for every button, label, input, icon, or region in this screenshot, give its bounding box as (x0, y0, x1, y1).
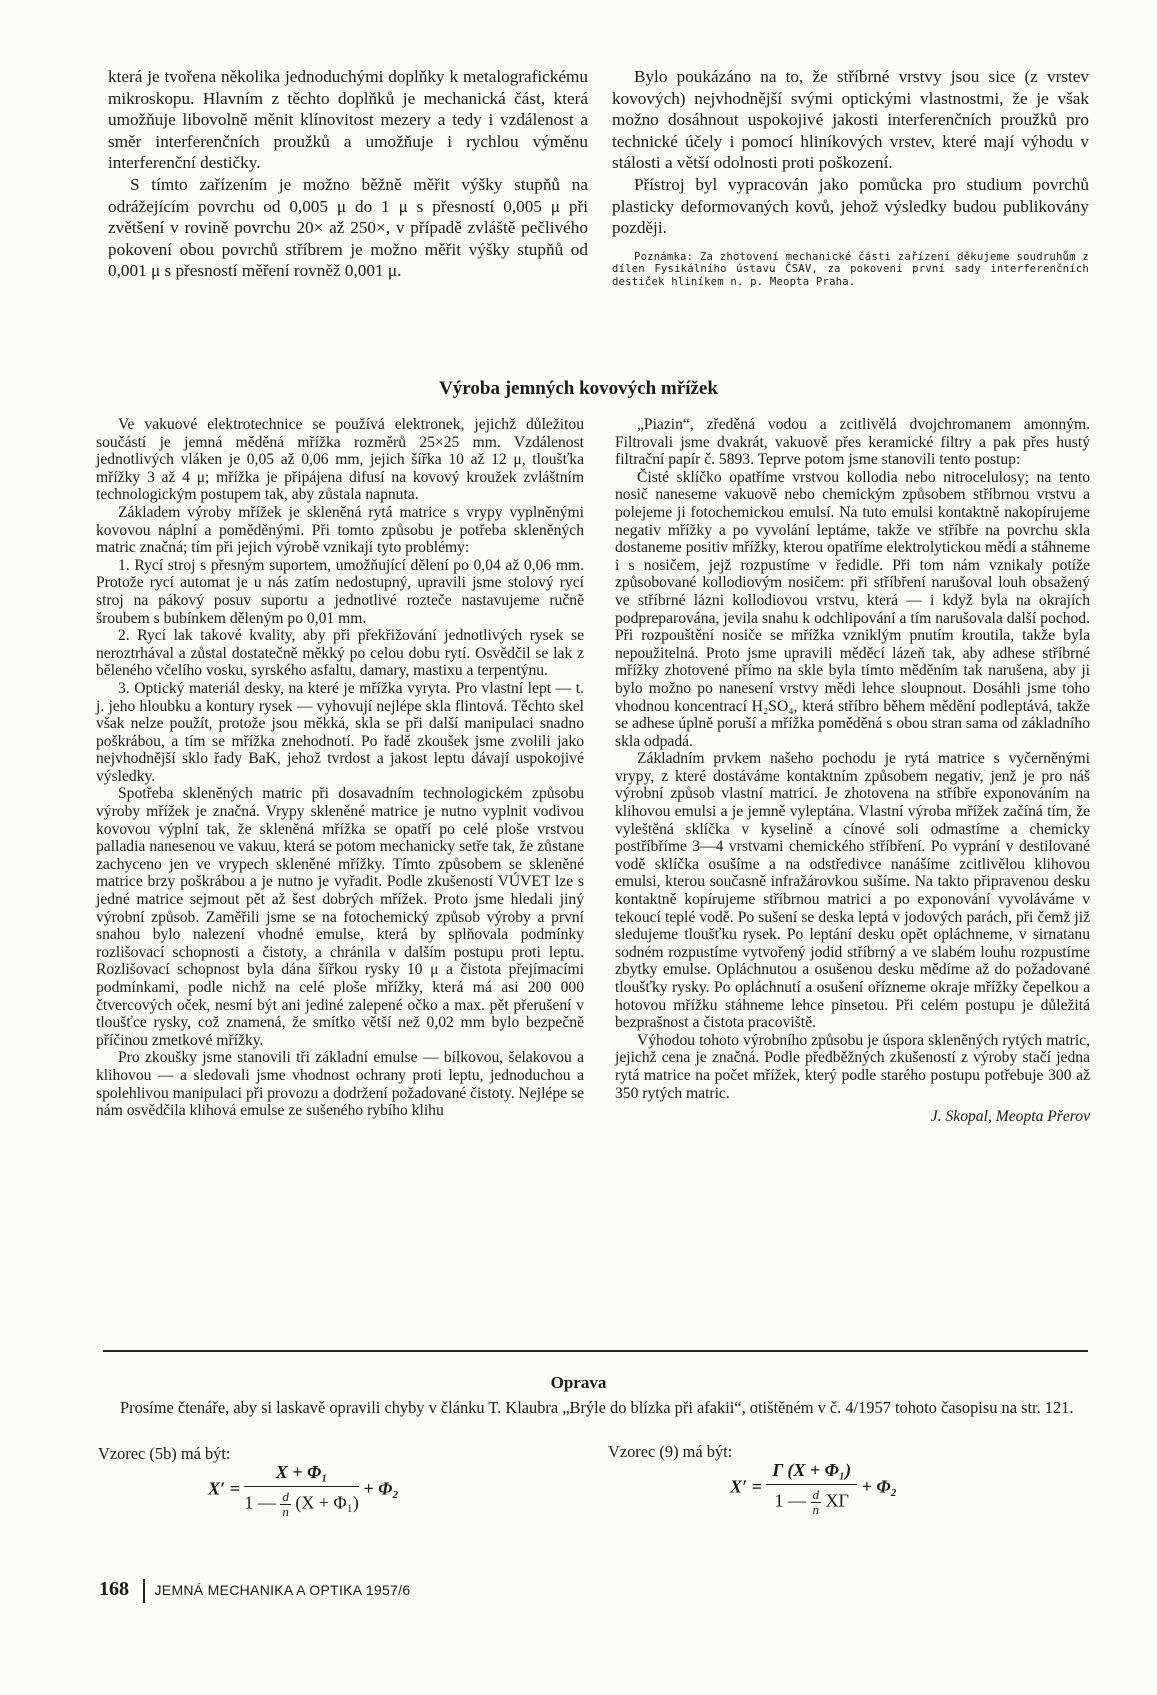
denominator-prefix: 1 — (244, 1492, 276, 1513)
page-number: 168 (99, 1578, 129, 1600)
formula-fraction (766, 1460, 857, 1517)
correction-title: Oprava (550, 1373, 607, 1392)
inner-denominator: n (812, 1502, 820, 1517)
paragraph: Čisté sklíčko opatříme vrstvou kollodia nebo nitrocelulosy; na tento nosič naneseme vakuově nebo chemickým způsobem stříbrnou vrstvu a polejeme ji fotochemickou emulsí. Na tuto emulsi kontaktně nakopírujeme negativ mřížky a po vyvolání leptáme, takže ve stříbře na povrchu skla dostaneme positiv mřížky, kterou opatříme elektrolytickou mědí a stáhneme i s nosičem, jejž rozpustíme v ředidle. Při tom nám vznikaly potíže způsobované kollodiovým nosičem: při stříbření narušoval louh obsažený ve stříbrné lázni kollodiovou vrstvu, která — i když byla na okrajích podpreparována, jevila snahu k odchlipování a tím narušovala další pochod. Při rozpouštění nosiče se mřížka vzniklým pnutím kroutila, takže byla nepoužitelná. Proto jsme upravili měděcí lázeň tak, aby adhese stříbrné mřížky zhotovené přímo na skle byla tímto měděním tak narušena, aby ji bylo možno po nanesení vrstvy mědi lehce sloupnout. Dosáhli jsme toho vhodnou koncentrací H₂SO₄, která stříbro během mědění podleptává, takže se adhese úplně poruší a mřížka poměděná s obou stran sama od základního skla odpadá. (615, 468, 1090, 750)
fraction-numerator: Γ (X + Φ₁) (766, 1460, 857, 1485)
formula-tail: + Φ₂ (363, 1478, 399, 1499)
fraction-denominator (766, 1485, 857, 1517)
fraction-numerator: X + Φ₁ (244, 1462, 359, 1487)
formula-fraction (244, 1462, 359, 1519)
denominator-suffix: XΓ (825, 1490, 849, 1511)
formula-9 (730, 1460, 897, 1517)
inner-fraction (811, 1488, 822, 1517)
top-left-column (108, 66, 588, 282)
paragraph: 2. Rycí lak takové kvality, aby při překřižování jednotlivých rysek se neroztrhával a zůstal dostatečně měkký po celou dobu rytí. Osvědčil se lak z běleného včelího vosku, syrského asfaltu, damary, mastixu a terpentýnu. (96, 627, 584, 680)
paragraph: 3. Optický materiál desky, na které je mřížka vyryta. Pro vlastní lept — t. j. jeho hloubku a kontury rysek — vyhovují nejlépe skla flintová. Těchto skel však nelze použít, protože jsou měkká, skla se při další manipulaci snadno poškrábou, a tím se mřížka znehodnotí. Po řadě zkoušek jsme zvolili jako nejvhodnější sklo řady BaK, jehož tvrdost a jakost leptu dávají uspokojivé výsledky. (96, 679, 584, 785)
formula-lhs: X′ = (730, 1476, 762, 1497)
top-right-column (612, 66, 1089, 288)
paragraph: Přístroj byl vypracován jako pomůcka pro studium povrchů plasticky deformovaných kovů, jehož výsledky budou publikovány později. (612, 174, 1089, 238)
page-footer (99, 1578, 410, 1603)
paragraph: Bylo poukázáno na to, že stříbrné vrstvy jsou sice (z vrstev kovových) nejvhodnější svými optickými vlastnostmi, že je však možno dosáhnout uspokojivé jakosti interferenčních proužků pro technické účely i pomocí hliníkových vrstev, které mají výhodu v stálosti a větší odolnosti proti poškození. (612, 67, 1089, 173)
paragraph: která je tvořena několika jednoduchými doplňky k metalografickému mikroskopu. Hlavním z těchto doplňků je mechanická část, která umožňuje libovolně měnit klínovitost mezery a tedy i vzdálenost a směr interferenčních proužků a umožňuje i rychlou výměnu interferenční destičky. (108, 67, 588, 173)
formula-9-label: Vzorec (9) má být: (608, 1442, 733, 1461)
paragraph: Pro zkoušky jsme stanovili tři základní emulse — bílkovou, šelakovou a klihovou — a sledovali jsme vhodnost ochrany proti leptu, jednoduchou a spolehlivou manipulaci při provozu a dodržení požadované čistoty. Nejlépe se nám osvědčila klihová emulse ze sušeného rybího klihu (96, 1049, 584, 1120)
denominator-suffix: (X + Φ₁) (295, 1492, 359, 1513)
paragraph: Základním prvkem našeho pochodu je rytá matrice s vyčerněnými vrypy, z které dostáváme kontaktním způsobem negativ, jenž je pro náš výrobní způsob vlastní matricí. Je zhotovena na stříbře exponováním na klihovou emulsi a je jemně vyleptána. Vlastní výroba mřížek začíná tím, že vyleštěná sklíčka v kyselině a cínové soli odmastíme a chemicky postříbříme 3—4 vrstvami chemického stříbření. Po vyprání v destilované vodě sklíčka osušíme a na odstředivce nanášíme zcitlivělou klihovou emulsi, kterou současně infražárovkou sušíme. Na takto připravenou desku kontaktně kopírujeme stříbrnou matrici a po exponování vyvoláváme v tekoucí teplé vodě. Po sušení se deska leptá v jodových parách, při čemž již sledujeme tloušťku rysek. Po leptání desku opět opláchneme, v sirnatanu sodném rozpustíme vytvořený jodid stříbrný a ve slabém louhu rozpustíme zbytky emulse. Opláchnutou a osušenou desku mědíme až do požadované tloušťky rysky. Po opláchnutí a osušení ořízneme okraje mřížky čepelkou a hotovou mřížku stáhneme lehce pinsetou. Při celém postupu je důležitá bezprašnost a čistota pracoviště. (615, 750, 1090, 1032)
footnote: Poznámka: Za zhotovení mechanické části zařízení děkujeme soudruhům z dílen Fysikálního ústavu ČSAV, za pokovení první sady interferenčních destiček hliníkem n. p. Meopta Praha. (612, 250, 1089, 288)
paragraph: S tímto zařízením je možno běžně měřit výšky stupňů na odrážejícím povrchu od 0,005 μ do 1 μ s přesností 0,005 μ při zvětšení v rovině povrchu 20× až 250×, v případě zvláště pečlivého pokovení obou povrchů stříbrem je možno měřit výšky stupňů od 0,001 μ s přesností měření rovněž 0,001 μ. (108, 174, 588, 281)
article-left-column (96, 416, 584, 1120)
paragraph: Výhodou tohoto výrobního způsobu je úspora skleněných rytých matric, jejichž cena je značná. Podle předběžných zkušeností z výroby stačí jedna rytá matrice na počet mřížek, který podle starého postupu potřebuje 300 až 350 rytých matric. (615, 1031, 1090, 1102)
formula-5b (208, 1462, 399, 1519)
article-right-column (615, 416, 1090, 1126)
formula-5b-label: Vzorec (5b) má být: (98, 1444, 231, 1463)
denominator-prefix: 1 — (774, 1490, 807, 1511)
inner-denominator: n (282, 1504, 289, 1519)
inner-numerator: d (812, 1487, 820, 1502)
journal-name: JEMNÁ MECHANIKA A OPTIKA 1957/6 (154, 1582, 411, 1598)
paragraph: 1. Rycí stroj s přesným suportem, umožňující dělení po 0,04 až 0,06 mm. Protože rycí automat je u nás zatím nedostupný, upravili jsme stolový rycí stroj na pákový posuv suportu a jednotlivé rozteče nastavujeme ručně šroubem s bubínkem děleným po 0,01 mm. (96, 556, 584, 627)
correction-text: Prosíme čtenáře, aby si laskavě opravili chyby v článku T. Klaubra „Brýle do blízka při afakii“, otištěném v č. 4/1957 tohoto časopisu na str. 121. (120, 1398, 1074, 1417)
author-signature: J. Skopal, Meopta Přerov (930, 1108, 1090, 1126)
article-title: Výroba jemných kovových mřížek (439, 378, 718, 399)
inner-numerator: d (282, 1489, 289, 1504)
paragraph: „Piazin“, zředěná vodou a zcitlivělá dvojchromanem amonným. Filtrovali jsme dvakrát, vakuově přes keramické filtry a pak přes hustý filtrační papír č. 5893. Teprve potom jsme stanovili tento postup: (615, 416, 1090, 469)
paragraph: Ve vakuové elektrotechnice se používá elektronek, jejichž důležitou součástí je jemná měděná mřížka rozměrů 25×25 mm. Vzdálenost jednotlivých vláken je 0,05 až 0,06 mm, jejich šířka 10 až 12 μ, tloušťka mřížky 3 až 4 μ; mřížka je připájena difusí na kovový kroužek zvláštním technologickým postupem tak, aby zůstala napnuta. (96, 416, 584, 504)
formula-lhs: X′ = (208, 1478, 240, 1499)
inner-fraction (280, 1490, 291, 1519)
section-divider (103, 1350, 1088, 1352)
paragraph: Základem výroby mřížek je skleněná rytá matrice s vrypy vyplněnými kovovou náplní a poměděnými. Při tomto způsobu je potřeba skleněných matric značná; tím při jejich výrobě vznikají tyto problémy: (96, 503, 584, 557)
footer-separator (143, 1579, 145, 1603)
formula-tail: + Φ₂ (861, 1476, 897, 1497)
fraction-denominator (244, 1487, 359, 1519)
paragraph: Spotřeba skleněných matric při dosavadním technologickém způsobu výroby mřížek je značná. Vrypy skleněné matrice je nutno vyplnit vodivou kovovou výplní tak, že skleněná mřížka se opatří po celé ploše vrstvou palladia nanesenou ve vakuu, která se potom mechanicky setře tak, že zůstane zachyceno jen ve vrypech skleněné mřížky. Tímto způsobem se skleněné matrice brzy poškrábou a je nutno je vyřadit. Podle zkušeností VÚVET lze s jedné matrice sejmout pět až šest dobrých mřížek. Proto jsme hledali jiný výrobní způsob. Zaměřili jsme se na fotochemický způsob výroby a první snahou bylo nalezení vhodné emulse, která by splňovala podmínky rozlišovací schopnosti a čistoty, a chránila v dalším postupu proti leptu. Rozlišovací schopnost byla dána šířkou rysky 10 μ a čistota přejímacími podmínkami, podle nichž na celé ploše mřížky, která má asi 200 000 čtvercových oček, nesmí být ani jediné zalepené očko a max. pět přerušení v tloušťce rysky, což znamená, že smítko větší než 0,02 mm bylo bezpečně příčinou zmetkové mřížky. (96, 785, 584, 1049)
